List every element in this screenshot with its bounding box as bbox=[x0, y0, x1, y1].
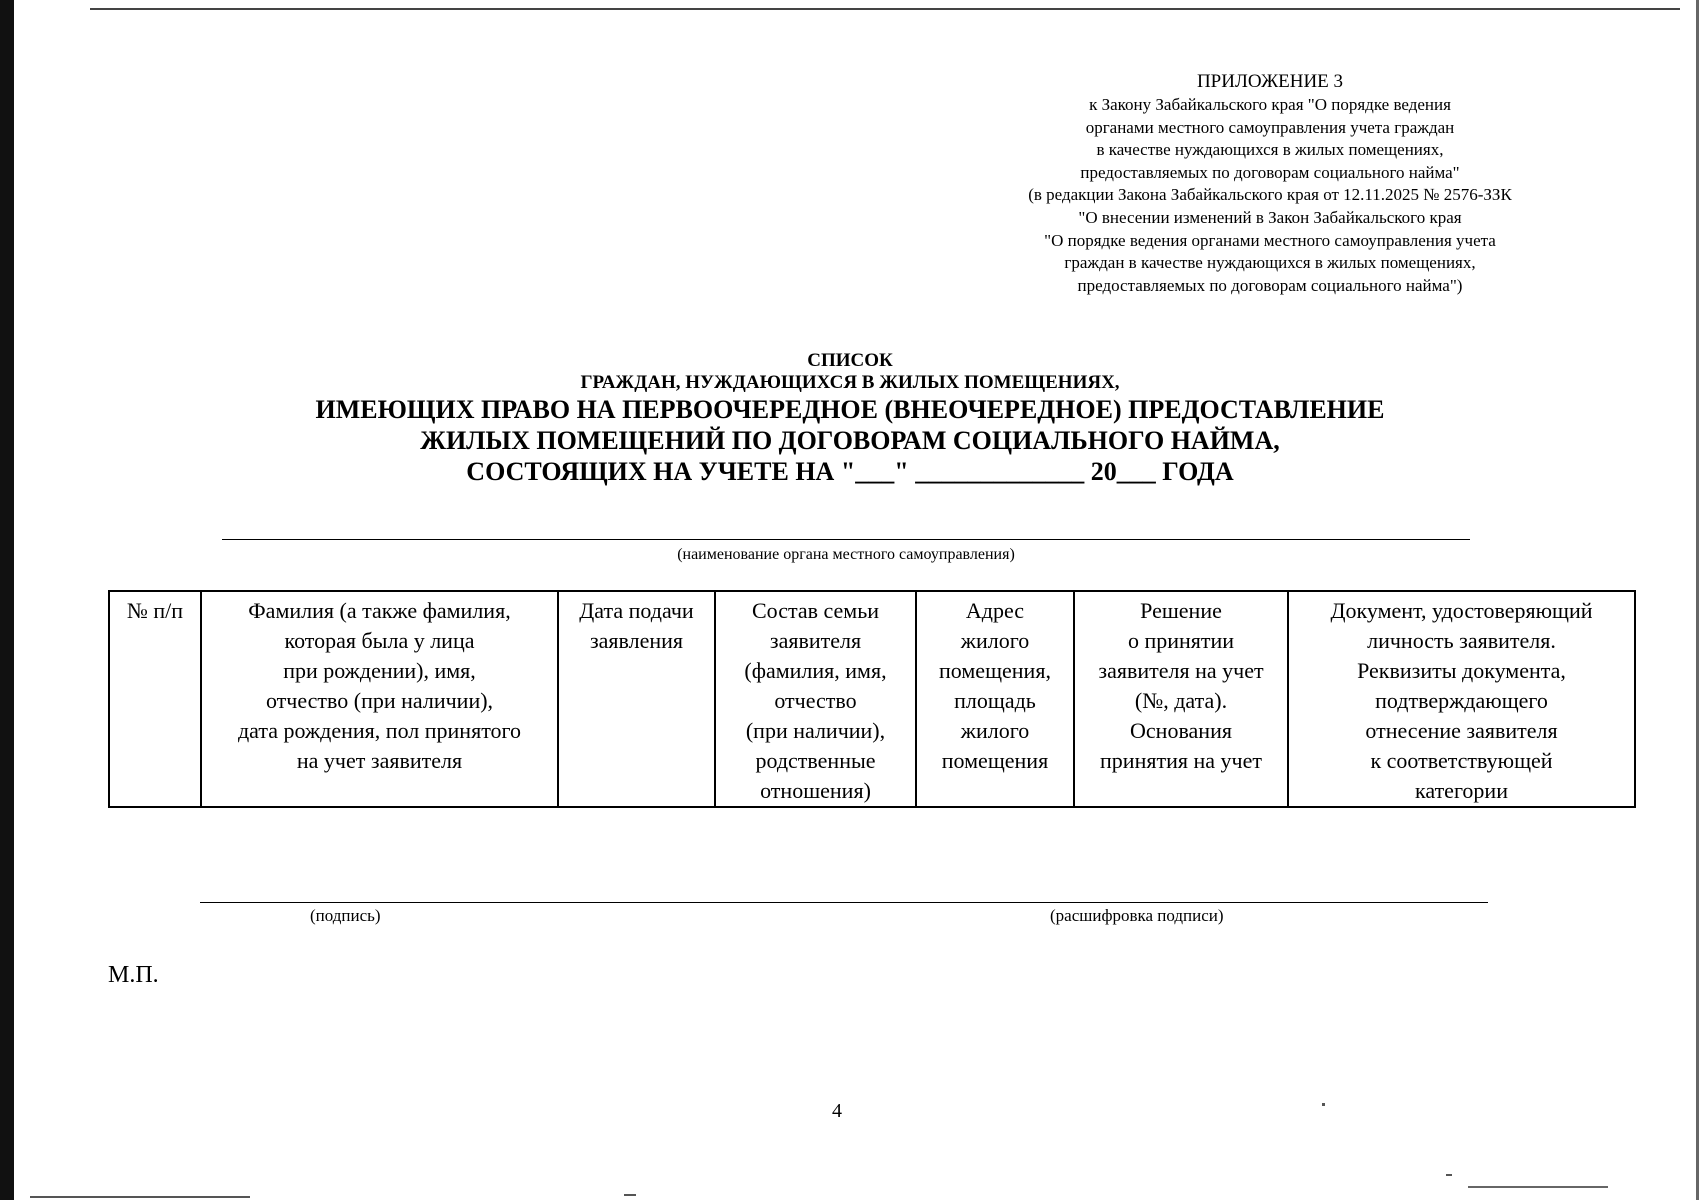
header-cell bbox=[558, 591, 715, 807]
header-cell-line: Решение bbox=[1140, 598, 1222, 623]
header-cell bbox=[1074, 591, 1288, 807]
appendix-line: "О внесении изменений в Закон Забайкальского края bbox=[1078, 207, 1462, 227]
header-cell-line: жилого bbox=[960, 628, 1030, 653]
appendix-line: предоставляемых по договорам социального найма") bbox=[1077, 275, 1463, 295]
scan-speck bbox=[1322, 1103, 1325, 1106]
appendix-line: предоставляемых по договорам социального найма" bbox=[1080, 162, 1460, 182]
signature-label: (подпись) bbox=[310, 906, 381, 925]
header-cell-line: (№, дата). bbox=[1134, 688, 1228, 713]
header-cell-line: подтверждающего bbox=[1375, 688, 1548, 713]
header-cell-line: жилого bbox=[960, 718, 1030, 743]
header-cell-line: площадь bbox=[954, 688, 1036, 713]
header-cell-line: личность заявителя. bbox=[1367, 628, 1556, 653]
stamp-place: М.П. bbox=[108, 962, 159, 988]
document-title bbox=[150, 350, 1550, 487]
page-number: 4 bbox=[832, 1100, 842, 1122]
header-cell-line: Документ, удостоверяющий bbox=[1330, 598, 1593, 623]
header-cell bbox=[1288, 591, 1635, 807]
appendix-line: "О порядке ведения органами местного самоуправления учета bbox=[1044, 230, 1496, 250]
scan-edge-bottom bbox=[30, 1196, 250, 1198]
scan-edge-top bbox=[90, 8, 1680, 10]
scan-speck bbox=[624, 1194, 636, 1196]
title-line: ИМЕЮЩИХ ПРАВО НА ПЕРВООЧЕРЕДНОЕ (ВНЕОЧЕРЕДНОЕ) ПРЕДОСТАВЛЕНИЕ bbox=[315, 395, 1385, 424]
header-cell-line: Основания bbox=[1130, 718, 1232, 743]
header-cell-line: при рождении), имя, bbox=[283, 658, 476, 683]
header-cell-line: заявления bbox=[589, 628, 684, 653]
header-cell-line: отнесение заявителя bbox=[1365, 718, 1558, 743]
header-cell-line: отчество bbox=[774, 688, 857, 713]
header-cell-line: помещения bbox=[941, 748, 1049, 773]
header-cell-line: отношения) bbox=[760, 778, 871, 803]
header-cell bbox=[715, 591, 916, 807]
header-cell bbox=[109, 591, 201, 807]
signature-decoding-label: (расшифровка подписи) bbox=[1050, 906, 1224, 925]
title-line: ЖИЛЫХ ПОМЕЩЕНИЙ ПО ДОГОВОРАМ СОЦИАЛЬНОГО НАЙМА, bbox=[420, 426, 1280, 455]
table-header-row bbox=[109, 591, 1635, 807]
header-cell-line: Состав семьи bbox=[751, 598, 880, 623]
header-cell-line: помещения, bbox=[939, 658, 1051, 683]
header-cell-line: к соответствующей bbox=[1370, 748, 1553, 773]
header-cell-line: Реквизиты документа, bbox=[1357, 658, 1566, 683]
header-cell-line: принятия на учет bbox=[1100, 748, 1262, 773]
scan-edge-left bbox=[0, 0, 14, 1200]
appendix-block bbox=[960, 70, 1580, 297]
signature-line bbox=[200, 902, 1488, 903]
header-cell-line: Дата подачи bbox=[579, 598, 694, 623]
appendix-line: к Закону Забайкальского края "О порядке ведения bbox=[1089, 95, 1451, 114]
header-cell-line: (фамилия, имя, bbox=[744, 658, 887, 683]
header-cell-line: категории bbox=[1415, 778, 1508, 803]
header-cell-line: (при наличии), bbox=[745, 718, 886, 743]
org-name-caption: (наименование органа местного самоуправления) bbox=[677, 546, 1015, 563]
appendix-line: в качестве нуждающихся в жилых помещениях, bbox=[1096, 140, 1444, 160]
header-cell-line: заявителя на учет bbox=[1098, 658, 1264, 683]
header-cell-line: отчество (при наличии), bbox=[265, 688, 494, 713]
header-cell-line: заявителя bbox=[769, 628, 862, 653]
title-line: СПИСОК bbox=[807, 350, 893, 371]
header-cell bbox=[201, 591, 558, 807]
appendix-line: (в редакции Закона Забайкальского края от 12.11.2025 № 2576-ЗЗК bbox=[1028, 185, 1512, 205]
header-cell-line: которая была у лица bbox=[284, 628, 475, 653]
register-table bbox=[108, 590, 1636, 808]
scan-speck bbox=[1446, 1174, 1452, 1176]
appendix-line: органами местного самоуправления учета граждан bbox=[1085, 117, 1455, 137]
scan-mark bbox=[1468, 1186, 1608, 1188]
header-cell bbox=[916, 591, 1074, 807]
header-cell-line: Адрес bbox=[965, 598, 1025, 623]
header-cell-line: о принятии bbox=[1127, 628, 1235, 653]
header-cell-line: дата рождения, пол принятого bbox=[237, 718, 521, 743]
appendix-heading: ПРИЛОЖЕНИЕ 3 bbox=[1196, 71, 1344, 92]
org-name-line bbox=[222, 539, 1470, 540]
header-cell-line: на учет заявителя bbox=[296, 748, 463, 773]
appendix-line: граждан в качестве нуждающихся в жилых помещениях, bbox=[1064, 253, 1476, 273]
title-line: СОСТОЯЩИХ НА УЧЕТЕ НА "___" _____________ 20___ ГОДА bbox=[466, 457, 1234, 486]
title-line: ГРАЖДАН, НУЖДАЮЩИХСЯ В ЖИЛЫХ ПОМЕЩЕНИЯХ, bbox=[580, 372, 1120, 393]
header-cell-line: Фамилия (а также фамилия, bbox=[248, 598, 511, 623]
header-cell-line: родственные bbox=[755, 748, 876, 773]
header-cell-line: № п/п bbox=[126, 598, 184, 623]
